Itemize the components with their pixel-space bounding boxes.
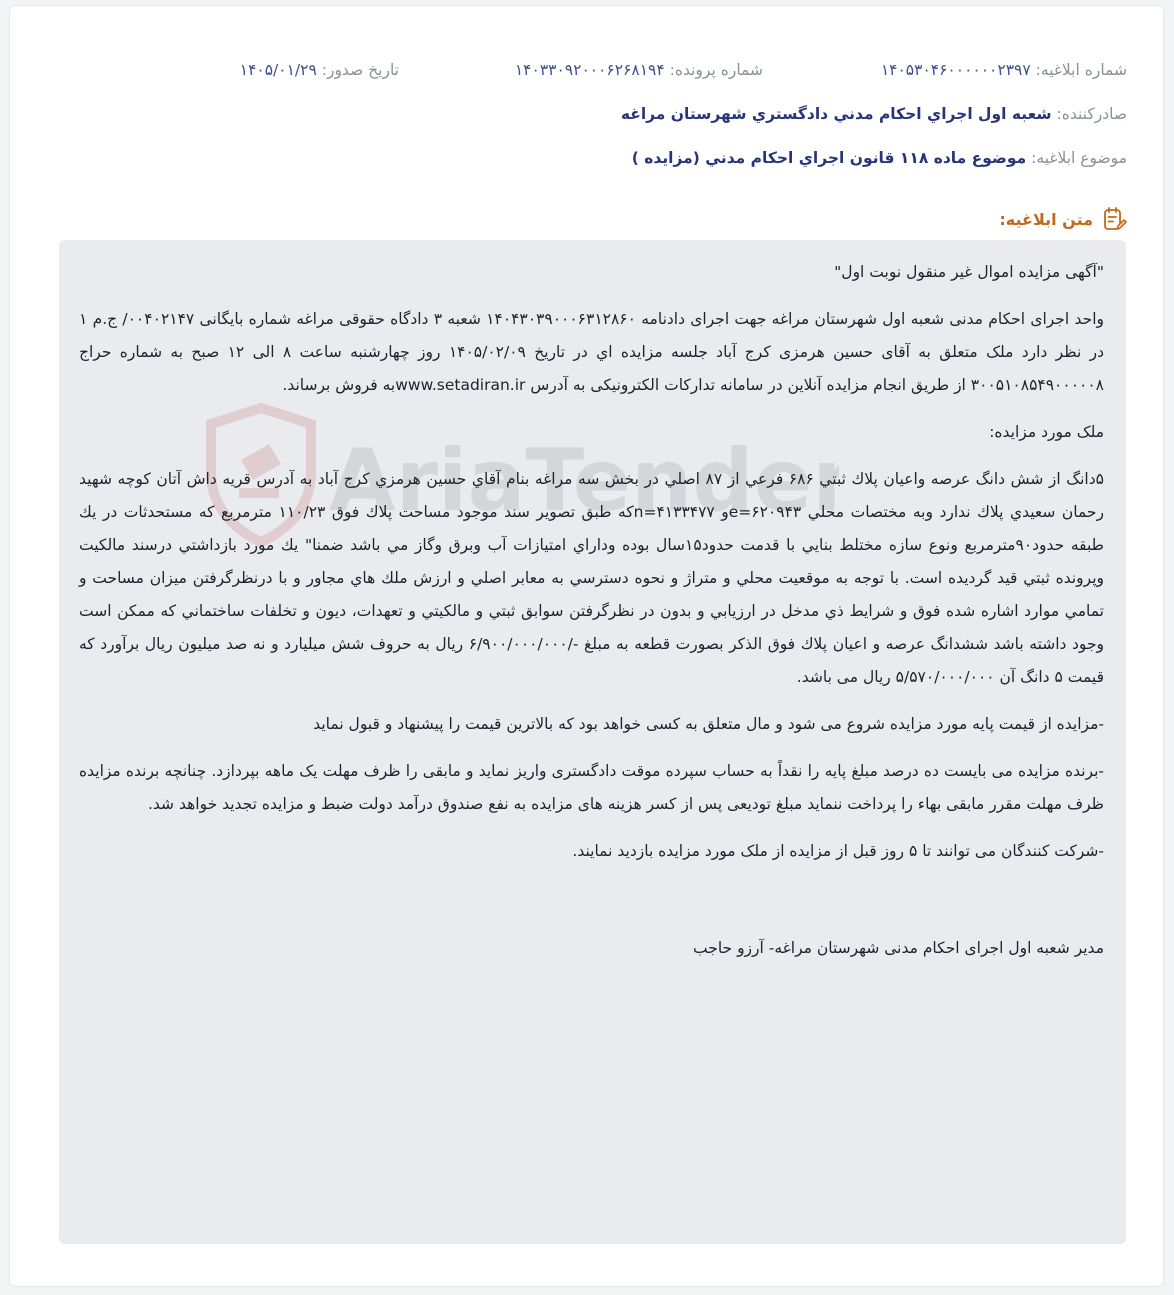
notice-number-field <box>881 56 1127 84</box>
notice-paragraph-property-heading: ملک مورد مزایده: <box>989 423 1104 441</box>
issue-date-field <box>240 56 399 84</box>
issue-date-label: تاريخ صدور: <box>321 61 399 79</box>
notice-text-title: متن ابلاغيه: <box>999 209 1093 229</box>
notice-text <box>79 256 1104 965</box>
notice-number-value: ۱۴۰۵۳۰۴۶۰۰۰۰۰۰۲۳۹۷ <box>880 61 1031 79</box>
subject-label: موضوع ابلاغيه: <box>1031 149 1127 167</box>
meta-row-subject <box>46 144 1127 172</box>
notice-paragraph-rule-visit: -شرکت کنندگان می توانند تا ۵ روز قبل از مزایده از ملک مورد مزایده بازدید نمایند. <box>572 842 1104 860</box>
case-number-label: شماره پرونده: <box>669 61 763 79</box>
document-edit-icon <box>1101 206 1127 232</box>
issuer-value: شعبه اول اجراي احکام مدني دادگستري شهرستان مراغه <box>620 105 1052 123</box>
notice-number-label: شماره ابلاغيه: <box>1035 61 1127 79</box>
case-number-value: ۱۴۰۳۳۰۹۲۰۰۰۶۲۶۸۱۹۴ <box>514 61 665 79</box>
issuer-label: صادرکننده: <box>1056 105 1127 123</box>
meta-row-issuer <box>46 100 1127 128</box>
notice-body <box>59 240 1126 1244</box>
notice-paragraph-intro: واحد اجرای احکام مدنی شعبه اول شهرستان مراغه جهت اجرای دادنامه ۱۴۰۴۳۰۳۹۰۰۰۶۳۱۲۸۶۰ شعبه ۳ دادگاه حقوقی مراغه شماره بایگانی ۰۰۴۰۲۱۴۷/ ج.م ۱ در نظر دارد ملک متعلق به آقای حسین هرمزی کرج آباد جلسه مزایده اي در تاریخ ۱۴۰۵/۰۲/۰۹ روز چهارشنبه ساعت ۸ الی ۱۲ صبح به شماره حراج ۳۰۰۵۱۰۸۵۴۹۰۰۰۰۰۸ از طریق انجام مزایده آنلاین در سامانه تدارکات الکترونیکی به آدرس www.setadiran.irبه فروش برساند. <box>79 310 1104 394</box>
meta-row-numbers <box>46 56 1127 84</box>
notice-text-heading <box>999 204 1127 234</box>
watermark-text: AriaTender <box>329 431 839 531</box>
notice-paragraph-rule-payment: -برنده مزایده می بایست ده درصد مبلغ پایه را نقداً به حساب سپرده موقت دادگستری واریز نماید و مابقی را ظرف مهلت یک ماهه بپردازد. چنانچه برنده مزایده ظرف مهلت مقرر مابقی بهاء را پرداخت ننماید مبلغ تودیعی پس از کسر هزینه های مزایده به نفع صندوق درآمد دولت ضبط و مزایده تجدید خواهد شد. <box>79 762 1104 813</box>
notice-paragraph-property-description: ۵دانگ از شش دانگ عرصه واعيان پلاك ثبتي ۶۸۶ فرعي از ۸۷ اصلي در بخش سه مراغه بنام آقاي حسين هرمزي كرج آباد به آدرس قريه داش آتان كوچه شهيد رحمان سعيدي پلاك ندارد وبه مختصات محلي e=۶۲۰۹۴۳و n=۴۱۳۳۴۷۷كه طبق تصوير سند موجود مساحت پلاك فوق ۱۱۰/۲۳ مترمربع كه مستحدثات در يك طبقه حدود۹۰مترمربع ونوع سازه مختلط بنايي با قدمت حدود۱۵سال بوده وداراي امتيازات آب وبرق وگاز مي باشد ضمنا" يك مورد بازداشتي درسند مالكيت وپرونده ثبتي قيد گرديده است. با توجه به موقعيت محلي و متراژ و نحوه دسترسي به معابر اصلي و ارزش ملك هاي مجاور و با درنظرگرفتن ميزان مساحت و تمامي موارد اشاره شده فوق و شرايط ذي مدخل در ارزيابي و بدون در نظرگرفتن سوابق ثبتي و مالكيتي و تعهدات، ديون و تخلفات ساختماني كه ممكن است وجود داشته باشد ششدانگ عرصه و اعيان پلاك فوق الذكر بصورت قطعه به مبلغ -/۶/۹۰۰/۰۰۰/۰۰۰ ريال به حروف شش ميليارد و نه صد ميليون ريال برآورد كه قیمت ۵ دانگ آن ۵/۵۷۰/۰۰۰/۰۰۰ ریال می باشد. <box>79 470 1105 686</box>
notice-card <box>9 5 1164 1287</box>
subject-value: موضوع ماده ۱۱۸ قانون اجراي احکام مدني (مزايده ) <box>631 149 1027 167</box>
notice-signature: مدیر شعبه اول اجرای احکام مدنی شهرستان مراغه- آرزو حاجب <box>693 939 1104 957</box>
issue-date-value: ۱۴۰۵/۰۱/۲۹ <box>239 61 317 79</box>
case-number-field <box>515 56 763 84</box>
notice-paragraph-title: "آگهی مزایده اموال غیر منقول نوبت اول" <box>834 263 1104 281</box>
notice-paragraph-rule-start: -مزایده از قیمت پایه مورد مزایده شروع می شود و مال متعلق به کسی خواهد بود که بالاترین قیمت را پیشنهاد و قبول نماید <box>313 715 1104 733</box>
